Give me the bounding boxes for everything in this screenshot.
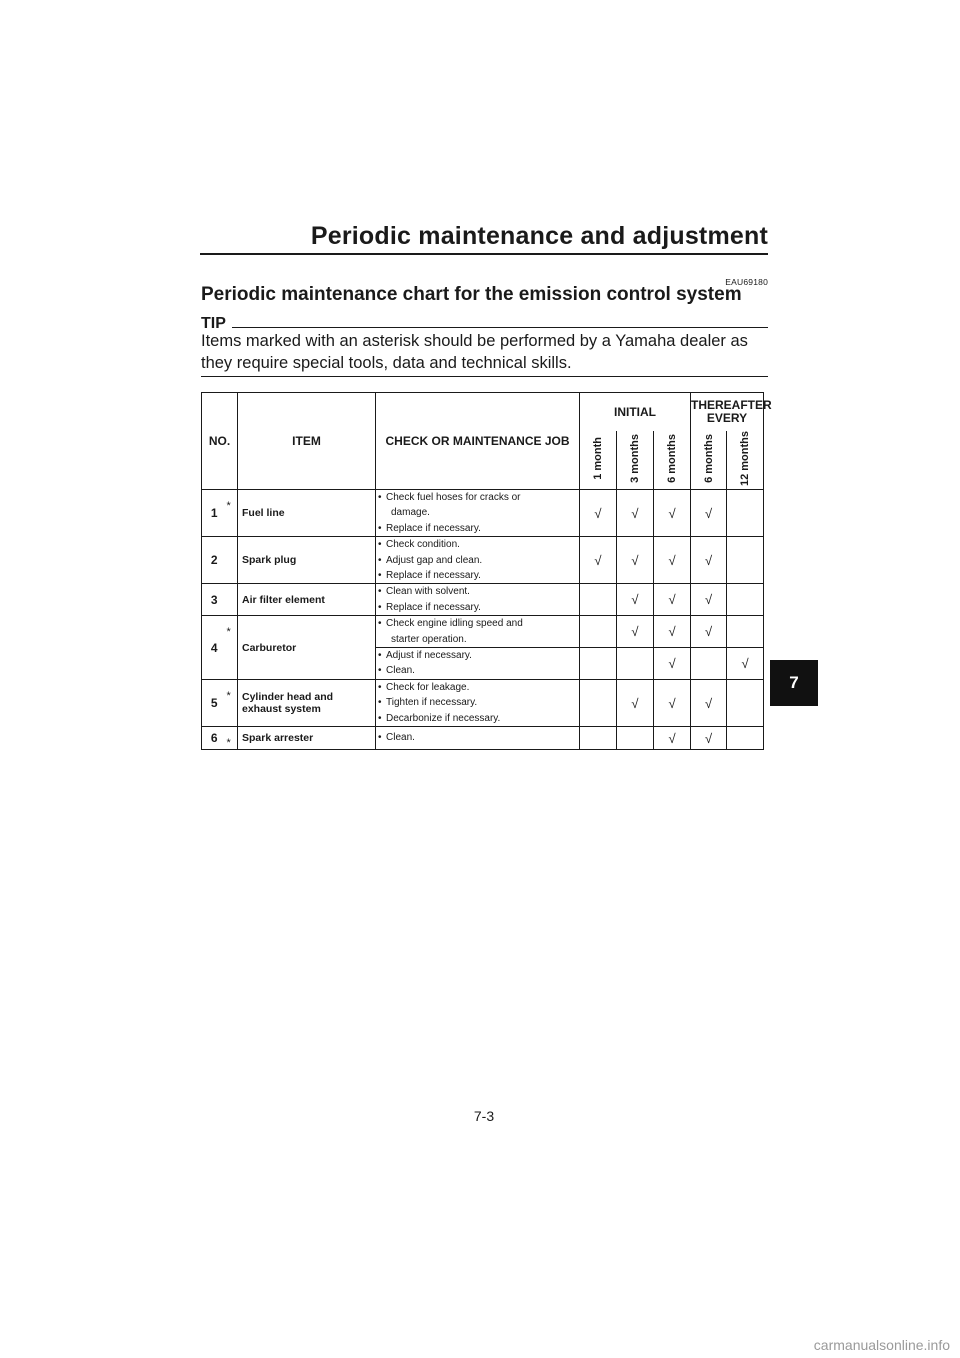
row-no: 6: [202, 727, 227, 750]
check-cell: √: [617, 679, 654, 726]
check-cell: √: [691, 679, 727, 726]
check-cell: [727, 727, 764, 750]
job-line: • Clean.: [378, 665, 415, 677]
check-cell: √: [727, 648, 764, 680]
row-no: 4: [202, 616, 227, 680]
period-4: [691, 431, 727, 490]
title-rule: [200, 253, 768, 255]
check-cell: √: [691, 727, 727, 750]
job-line: • Check for leakage.: [378, 681, 470, 693]
row-item: Spark plug: [238, 537, 376, 584]
row-no: 1: [202, 490, 227, 537]
row-asterisk: [227, 537, 238, 584]
row-asterisk: *: [227, 490, 238, 537]
row-no: 5: [202, 679, 227, 726]
check-cell: √: [617, 537, 654, 584]
row-item: Spark arrester: [238, 727, 376, 750]
job-line: • Tighten if necessary.: [378, 697, 478, 709]
check-cell: √: [580, 490, 617, 537]
row-item: Carburetor: [238, 616, 376, 680]
check-cell: [580, 727, 617, 750]
row-job: [376, 584, 580, 616]
header-initial: INITIAL: [580, 393, 691, 432]
page-number: 7-3: [473, 1108, 495, 1124]
check-cell: √: [617, 584, 654, 616]
job-line: • Adjust if necessary.: [378, 650, 472, 662]
check-cell: [580, 648, 617, 680]
job-line: • Check condition.: [378, 539, 460, 551]
job-line: • Replace if necessary.: [378, 522, 481, 534]
row-job: [376, 490, 580, 537]
row-no: 3: [202, 584, 227, 616]
job-line: • Check fuel hoses for cracks or: [378, 492, 521, 504]
period-2: [617, 431, 654, 490]
maintenance-chart: [201, 392, 772, 750]
job-line: • Clean with solvent.: [378, 586, 470, 598]
check-cell: √: [654, 648, 691, 680]
table-row: [202, 490, 764, 537]
period-label: 6 months: [666, 434, 678, 483]
table-row: [202, 616, 764, 648]
chapter-tab: 7: [770, 660, 818, 706]
check-cell: [691, 648, 727, 680]
header-thereafter-line2: EVERY: [706, 411, 748, 425]
header-job: CHECK OR MAINTENANCE JOB: [376, 393, 580, 490]
row-item: Fuel line: [238, 490, 376, 537]
period-1: [580, 431, 617, 490]
section-code: EAU69180: [725, 277, 768, 287]
check-cell: [580, 584, 617, 616]
table-row: [202, 537, 764, 584]
page-title: Periodic maintenance and adjustment: [310, 222, 768, 250]
job-line: starter operation.: [391, 633, 467, 645]
table-row: [202, 679, 764, 726]
header-thereafter: [691, 393, 772, 432]
job-line: • Clean.: [378, 732, 415, 744]
check-cell: [617, 648, 654, 680]
table-row: [202, 727, 764, 750]
job-line: damage.: [391, 507, 430, 519]
check-cell: √: [654, 679, 691, 726]
check-cell: √: [580, 537, 617, 584]
row-asterisk: *: [227, 727, 238, 750]
row-asterisk: *: [227, 616, 238, 680]
check-cell: [727, 584, 764, 616]
check-cell: [727, 537, 764, 584]
check-cell: [727, 616, 764, 648]
check-cell: √: [654, 537, 691, 584]
tip-text: Items marked with an asterisk should be performed by a Yamaha dealer as they require special tools, data and technical skills.: [201, 332, 748, 372]
check-cell: [727, 490, 764, 537]
job-line: • Replace if necessary.: [378, 570, 481, 582]
check-cell: [580, 679, 617, 726]
row-asterisk: [227, 584, 238, 616]
job-line: • Replace if necessary.: [378, 601, 481, 613]
period-3: [654, 431, 691, 490]
job-line: • Check engine idling speed and: [378, 618, 523, 630]
check-cell: √: [654, 616, 691, 648]
check-cell: √: [691, 537, 727, 584]
row-item: [238, 679, 376, 726]
check-cell: √: [654, 584, 691, 616]
job-line: • Adjust gap and clean.: [378, 554, 483, 566]
period-label: 1 month: [592, 437, 604, 480]
table-row: [202, 584, 764, 616]
section-title: Periodic maintenance chart for the emission control system: [201, 284, 742, 305]
check-cell: √: [617, 616, 654, 648]
header-thereafter-line1: THEREAFTER: [691, 398, 772, 412]
row-job: [376, 537, 580, 584]
check-cell: √: [654, 490, 691, 537]
period-label: 12 months: [739, 431, 752, 487]
tip-rule-top: [232, 327, 768, 328]
check-cell: √: [691, 490, 727, 537]
check-cell: [580, 616, 617, 648]
row-no: 2: [202, 537, 227, 584]
check-cell: √: [691, 616, 727, 648]
period-label: 6 months: [702, 434, 715, 483]
tip-label: TIP: [201, 315, 226, 332]
job-line: • Decarbonize if necessary.: [378, 712, 501, 724]
row-item-line: Cylinder head and: [242, 691, 334, 703]
row-asterisk: *: [227, 679, 238, 726]
row-job: [376, 679, 580, 726]
row-job: [376, 648, 580, 680]
period-5: [727, 431, 764, 490]
check-cell: [617, 727, 654, 750]
check-cell: √: [691, 584, 727, 616]
row-item: Air filter element: [238, 584, 376, 616]
tip-rule-bottom: [201, 376, 768, 377]
row-job: [376, 727, 580, 750]
header-item: ITEM: [238, 393, 376, 490]
period-label: 3 months: [629, 434, 641, 483]
check-cell: √: [654, 727, 691, 750]
watermark-text: carmanualsonline.info: [813, 1337, 950, 1353]
row-job: [376, 616, 580, 648]
header-no: NO.: [202, 393, 238, 490]
check-cell: √: [617, 490, 654, 537]
check-cell: [727, 679, 764, 726]
row-item-line: exhaust system: [242, 703, 321, 715]
